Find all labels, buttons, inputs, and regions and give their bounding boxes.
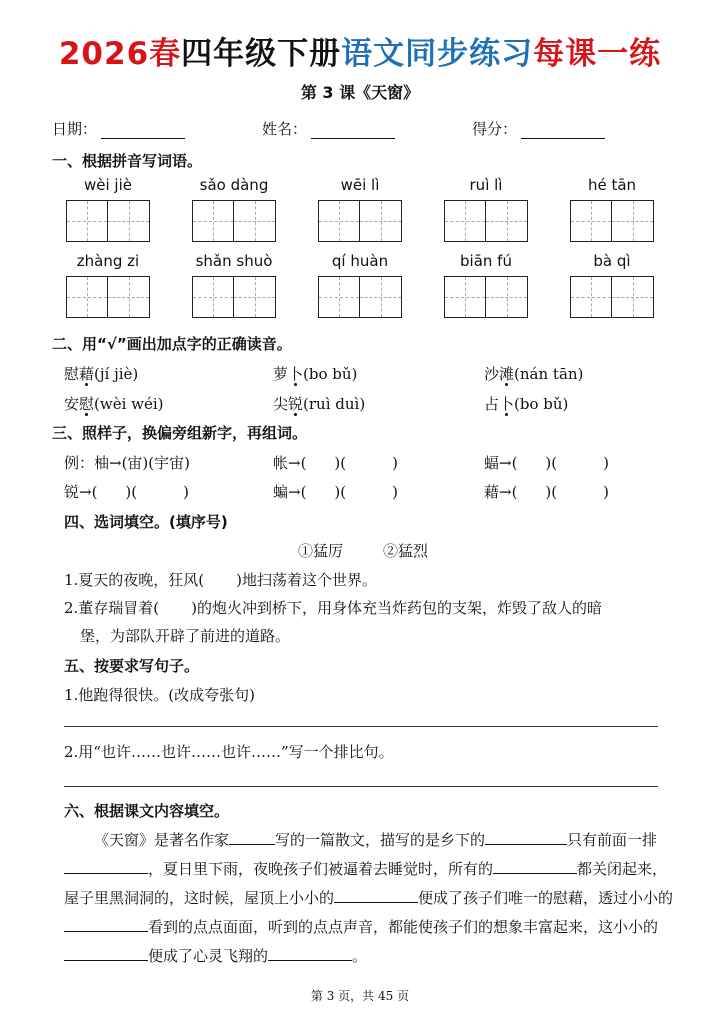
grid-cell[interactable] bbox=[486, 276, 528, 318]
name-label: 姓名： bbox=[262, 120, 308, 138]
grid-cell[interactable] bbox=[612, 276, 654, 318]
pinyin-label: ruì lì bbox=[469, 176, 503, 194]
pronunciation-options[interactable]: (wèi wéi) bbox=[94, 395, 164, 413]
word-char: 安 bbox=[64, 395, 80, 413]
answer-line[interactable] bbox=[64, 786, 658, 787]
grid-cell[interactable] bbox=[318, 200, 360, 242]
pronunciation-options[interactable]: (ruì duì) bbox=[303, 395, 366, 413]
paragraph-text: 写的一篇散文，描写的是乡下的 bbox=[275, 831, 486, 849]
paragraph-text: 看到的点点面面，听到的点点声音，都能使孩子们的想象丰富起来，这小小的 bbox=[148, 918, 659, 936]
word-option-1: ①猛厉 bbox=[298, 542, 344, 560]
pinyin-label: bà qì bbox=[593, 252, 631, 270]
radical-char: 帐→( bbox=[273, 454, 307, 472]
radical-char: 藉→( bbox=[484, 483, 518, 501]
radical-item[interactable]: 蝙→( )( ) bbox=[273, 483, 398, 501]
reading-item[interactable] bbox=[273, 363, 357, 384]
word-char: 占 bbox=[484, 395, 500, 413]
radical-char: 蝙→( bbox=[273, 483, 307, 501]
dotted-char: 藉 bbox=[79, 365, 95, 383]
grid-cell[interactable] bbox=[360, 276, 402, 318]
question-text: 2.董存瑞冒着( bbox=[64, 599, 160, 617]
pinyin-label: wèi jiè bbox=[84, 176, 132, 194]
grid-cell[interactable] bbox=[570, 276, 612, 318]
grid-cell[interactable] bbox=[444, 200, 486, 242]
grid-cell[interactable] bbox=[570, 200, 612, 242]
question-text: 1.夏天的夜晚，狂风( bbox=[64, 571, 205, 589]
section-6-heading: 六、根据课文内容填空。 bbox=[64, 802, 230, 820]
writing-grid[interactable] bbox=[570, 276, 654, 318]
grid-cell[interactable] bbox=[486, 200, 528, 242]
date-field[interactable] bbox=[52, 118, 185, 139]
fill-blank[interactable] bbox=[229, 828, 275, 845]
pinyin-label: shǎn shuò bbox=[195, 252, 273, 270]
fill-blank[interactable] bbox=[64, 857, 148, 874]
word-char: 沙 bbox=[484, 365, 500, 383]
word-char: 萝 bbox=[273, 365, 289, 383]
grid-cell[interactable] bbox=[234, 200, 276, 242]
grid-cell[interactable] bbox=[612, 200, 654, 242]
pinyin-label: wēi lì bbox=[340, 176, 380, 194]
name-field[interactable] bbox=[262, 118, 395, 139]
dotted-char: 滩 bbox=[499, 365, 515, 383]
writing-grid[interactable] bbox=[444, 276, 528, 318]
paragraph-text: 只有前面一排 bbox=[567, 831, 658, 849]
paragraph-text: 都关闭起来，屋子里黑洞洞的，这时候，屋顶上小小的 bbox=[64, 860, 668, 907]
grid-cell[interactable] bbox=[318, 276, 360, 318]
section-3-heading: 三、照样子，换偏旁组新字，再组词。 bbox=[52, 424, 308, 442]
score-label: 得分： bbox=[472, 120, 518, 138]
radical-item[interactable]: 锐→( )( ) bbox=[64, 483, 189, 501]
grid-cell[interactable] bbox=[66, 276, 108, 318]
fill-blank[interactable] bbox=[485, 828, 567, 845]
section-2-heading: 二、用“√”画出加点字的正确读音。 bbox=[52, 335, 292, 353]
section-1-heading: 一、根据拼音写词语。 bbox=[52, 152, 203, 170]
fill-blank[interactable] bbox=[334, 886, 418, 903]
question-text-continued: 堡，为部队开辟了前进的道路。 bbox=[80, 627, 291, 645]
pronunciation-options[interactable]: (nán tān) bbox=[514, 365, 584, 383]
question-text: )的炮火冲到桥下，用身体充当炸药包的支架，炸毁了敌人的暗 bbox=[191, 599, 603, 617]
writing-grid[interactable] bbox=[570, 200, 654, 242]
dotted-char: 慰 bbox=[79, 395, 95, 413]
writing-grid[interactable] bbox=[66, 200, 150, 242]
writing-grid[interactable] bbox=[318, 200, 402, 242]
title-part-term: 2026春 bbox=[58, 36, 182, 72]
grid-cell[interactable] bbox=[192, 200, 234, 242]
reading-item[interactable] bbox=[484, 393, 568, 414]
reading-item[interactable] bbox=[64, 393, 164, 414]
fill-blank[interactable] bbox=[268, 944, 352, 961]
pinyin-label: zhàng zi bbox=[76, 252, 140, 270]
pinyin-label: biān fú bbox=[460, 252, 512, 270]
writing-grid[interactable] bbox=[66, 276, 150, 318]
grid-cell[interactable] bbox=[192, 276, 234, 318]
answer-line[interactable] bbox=[64, 726, 658, 727]
score-field[interactable] bbox=[472, 118, 605, 139]
paragraph-text: ，夏日里下雨，夜晚孩子们被逼着去睡觉时，所有的 bbox=[148, 860, 494, 878]
question-text: )地扫荡着这个世界。 bbox=[236, 571, 378, 589]
sentence-question-2: 2.用“也许……也许……也许……”写一个排比句。 bbox=[64, 743, 394, 761]
radical-char: 蝠→( bbox=[484, 454, 518, 472]
fill-question-1[interactable] bbox=[64, 569, 377, 590]
title-part-grade: 四年级下册 bbox=[181, 36, 342, 72]
dotted-char: 卜 bbox=[288, 365, 304, 383]
writing-grid[interactable] bbox=[192, 276, 276, 318]
date-blank[interactable] bbox=[101, 123, 185, 139]
cloze-paragraph bbox=[64, 826, 674, 971]
radical-item[interactable]: 蝠→( )( ) bbox=[484, 454, 609, 472]
paragraph-text: 《天窗》是著名作家 bbox=[94, 831, 230, 849]
writing-grid[interactable] bbox=[444, 200, 528, 242]
reading-item[interactable] bbox=[484, 363, 583, 384]
pinyin-label: qí huàn bbox=[331, 252, 389, 270]
grid-cell[interactable] bbox=[66, 200, 108, 242]
pronunciation-options[interactable]: (bo bǔ) bbox=[303, 365, 358, 383]
word-char: 慰 bbox=[64, 365, 80, 383]
reading-item[interactable] bbox=[273, 393, 365, 414]
section-5-heading: 五、按要求写句子。 bbox=[64, 657, 200, 675]
fill-question-2[interactable] bbox=[64, 597, 602, 618]
pinyin-label: sǎo dàng bbox=[199, 176, 269, 194]
dotted-char: 卜 bbox=[499, 395, 515, 413]
radical-example: 例：柚→(宙)(宇宙) bbox=[64, 454, 190, 472]
page-footer: 第 3 页，共 45 页 bbox=[310, 989, 410, 1003]
writing-grid[interactable] bbox=[192, 200, 276, 242]
pinyin-label: hé tān bbox=[587, 176, 637, 194]
lesson-title: 第 3 课《天窗》 bbox=[300, 83, 420, 102]
radical-item[interactable]: 帐→( )( ) bbox=[273, 454, 398, 472]
word-option-2: ②猛烈 bbox=[383, 542, 429, 560]
pronunciation-options[interactable]: (bo bǔ) bbox=[514, 395, 569, 413]
title-part-subject: 语文同步练习 bbox=[341, 36, 534, 72]
document-title bbox=[0, 28, 720, 73]
name-blank[interactable] bbox=[311, 123, 395, 139]
grid-cell[interactable] bbox=[234, 276, 276, 318]
grid-cell[interactable] bbox=[360, 200, 402, 242]
radical-item[interactable]: 藉→( )( ) bbox=[484, 483, 609, 501]
sentence-question-1: 1.他跑得很快。(改成夸张句) bbox=[64, 686, 256, 704]
reading-item[interactable] bbox=[64, 363, 138, 384]
fill-blank[interactable] bbox=[64, 944, 148, 961]
grid-cell[interactable] bbox=[108, 200, 150, 242]
title-part-type: 每课一练 bbox=[533, 36, 662, 72]
dotted-char: 锐 bbox=[288, 395, 304, 413]
date-label: 日期： bbox=[52, 120, 98, 138]
fill-blank[interactable] bbox=[493, 857, 577, 874]
pronunciation-options[interactable]: (jí jiè) bbox=[94, 365, 139, 383]
section-4-heading: 四、选词填空。(填序号) bbox=[64, 513, 228, 531]
fill-blank[interactable] bbox=[64, 915, 148, 932]
paragraph-text: 便成了心灵飞翔的 bbox=[148, 947, 269, 965]
paragraph-text: 便成了孩子们唯一的慰藉，透过小小的 bbox=[418, 889, 674, 907]
word-char: 尖 bbox=[273, 395, 289, 413]
writing-grid[interactable] bbox=[318, 276, 402, 318]
grid-cell[interactable] bbox=[108, 276, 150, 318]
score-blank[interactable] bbox=[521, 123, 605, 139]
grid-cell[interactable] bbox=[444, 276, 486, 318]
paragraph-text: 。 bbox=[352, 947, 368, 965]
radical-char: 锐→( bbox=[64, 483, 98, 501]
